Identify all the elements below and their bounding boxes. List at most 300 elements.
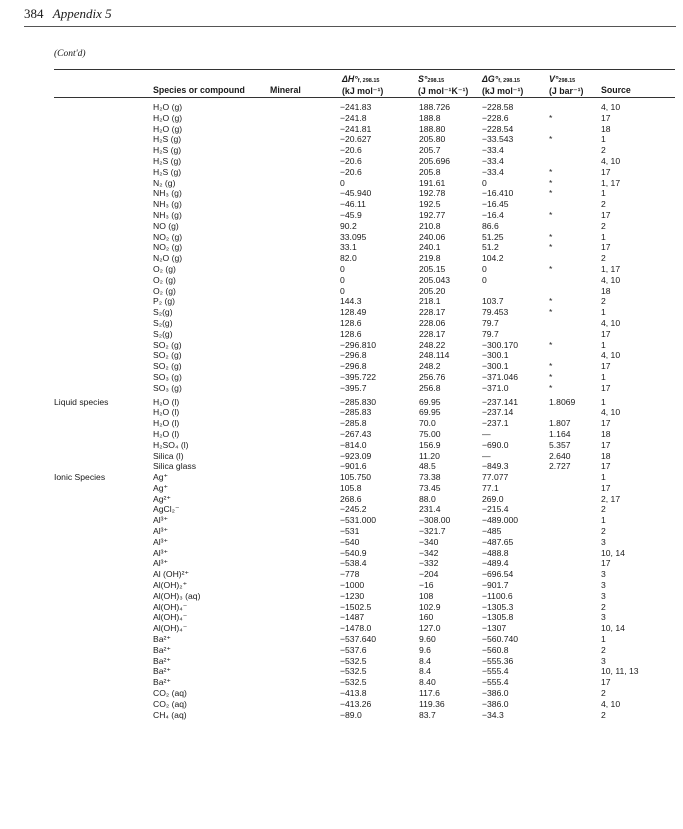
enthalpy-cell: −241.83: [340, 102, 372, 112]
table-top-rule: [54, 69, 675, 70]
species-cell: P₂ (g): [153, 296, 175, 307]
table-row: [0, 472, 683, 483]
source-cell: 17: [601, 166, 611, 177]
gibbs-cell: −690.0: [482, 439, 509, 450]
table-row: [0, 242, 683, 253]
source-cell: 4, 10: [601, 102, 621, 112]
volume-cell: *: [549, 371, 553, 382]
gibbs-cell: −555.4: [482, 666, 509, 677]
entropy-cell: 88.0: [419, 493, 436, 504]
enthalpy-cell: −89.0: [340, 709, 362, 720]
running-head: [24, 6, 112, 22]
enthalpy-cell: −531: [340, 526, 360, 537]
gibbs-cell: −237.14: [482, 407, 514, 418]
species-cell: Ba²⁺: [153, 634, 171, 645]
gibbs-cell: −485: [482, 526, 502, 537]
species-cell: Al (OH)²⁺: [153, 569, 190, 580]
table-row: [0, 515, 683, 526]
enthalpy-cell: 90.2: [340, 220, 357, 231]
species-cell: Al³⁺: [153, 547, 169, 558]
enthalpy-cell: −395.722: [340, 371, 377, 382]
entropy-symbol: S°: [418, 74, 428, 84]
gibbs-unit: (kJ mol⁻¹): [482, 86, 524, 96]
gibbs-cell: 51.2: [482, 242, 499, 253]
table-row: [0, 372, 683, 383]
species-cell: H₂S (g): [153, 155, 182, 166]
volume-column-header: [549, 74, 583, 96]
gibbs-cell: −33.4: [482, 155, 504, 166]
volume-cell: *: [549, 296, 553, 307]
gibbs-cell: 51.25: [482, 231, 504, 242]
entropy-cell: 210.8: [419, 220, 441, 231]
source-cell: 18: [601, 450, 611, 461]
source-cell: 1: [601, 307, 606, 318]
source-cell: 4, 10: [601, 317, 621, 328]
enthalpy-cell: −20.6: [340, 166, 362, 177]
enthalpy-cell: −814.0: [340, 439, 367, 450]
source-cell: 2: [601, 526, 606, 537]
source-cell: 1: [601, 339, 606, 350]
source-cell: 10, 14: [601, 623, 625, 634]
species-cell: Al³⁺: [153, 558, 169, 569]
table-row: [0, 361, 683, 372]
source-cell: 1: [601, 396, 606, 407]
gibbs-cell: 0: [482, 263, 487, 274]
entropy-cell: 219.8: [419, 253, 441, 264]
volume-symbol: V°: [549, 74, 559, 84]
enthalpy-cell: −241.81: [340, 123, 372, 134]
table-row: [0, 397, 683, 408]
enthalpy-cell: −1000: [340, 580, 365, 591]
enthalpy-cell: −540: [340, 536, 360, 547]
entropy-cell: 228.17: [419, 328, 446, 339]
entropy-cell: 9.60: [419, 634, 436, 645]
table-row: [0, 296, 683, 307]
source-cell: 17: [601, 209, 611, 220]
table-row: [0, 580, 683, 591]
entropy-cell: 228.17: [419, 307, 446, 318]
species-cell: H₂O (l): [153, 428, 180, 439]
source-cell: 10, 11, 13: [601, 666, 639, 677]
gibbs-cell: −560.8: [482, 644, 509, 655]
gibbs-cell: −33.4: [482, 166, 504, 177]
species-cell: Al(OH)₄⁻: [153, 612, 188, 623]
gibbs-cell: —: [482, 450, 491, 461]
table-row: [0, 232, 683, 243]
table-row: [0, 134, 683, 145]
source-cell: 2: [601, 199, 606, 210]
source-cell: 1: [601, 515, 606, 526]
gibbs-cell: −371.0: [482, 382, 509, 393]
table-row: [0, 221, 683, 232]
gibbs-cell: −901.7: [482, 580, 509, 591]
enthalpy-cell: 0: [340, 274, 345, 285]
source-cell: 3: [601, 536, 606, 547]
enthalpy-cell: 105.750: [340, 472, 372, 483]
entropy-cell: 192.5: [419, 199, 441, 210]
enthalpy-cell: 128.49: [340, 307, 367, 318]
entropy-cell: 218.1: [419, 296, 441, 307]
table-row: [0, 318, 683, 329]
gibbs-cell: −371.046: [482, 371, 519, 382]
source-column-header: Source: [601, 85, 631, 95]
enthalpy-cell: 105.8: [340, 482, 362, 493]
gibbs-cell: 77.077: [482, 472, 509, 483]
table-header-rule: [54, 97, 675, 98]
table-row: [0, 494, 683, 505]
table-row: [0, 199, 683, 210]
gibbs-cell: −555.4: [482, 677, 509, 688]
enthalpy-symbol: ΔH°: [342, 74, 358, 84]
enthalpy-cell: −532.5: [340, 677, 367, 688]
species-cell: H₂SO₄ (l): [153, 439, 189, 450]
gibbs-cell: 269.0: [482, 493, 504, 504]
enthalpy-cell: −778: [340, 569, 360, 580]
entropy-unit: (J mol⁻¹K⁻¹): [418, 86, 469, 96]
species-cell: H₂S (g): [153, 166, 182, 177]
entropy-cell: 188.80: [419, 123, 446, 134]
gibbs-cell: −16.45: [482, 199, 509, 210]
source-cell: 1, 17: [601, 177, 621, 188]
table-row: [0, 253, 683, 264]
gibbs-cell: −33.543: [482, 134, 514, 145]
enthalpy-cell: −245.2: [340, 504, 367, 515]
entropy-cell: 248.22: [419, 339, 446, 350]
source-cell: 2: [601, 220, 606, 231]
table-row: [0, 340, 683, 351]
table-row: [0, 602, 683, 613]
entropy-cell: 192.77: [419, 209, 446, 220]
species-cell: H₂O (l): [153, 418, 180, 429]
gibbs-cell: 79.453: [482, 307, 509, 318]
species-cell: S₂(g): [153, 328, 173, 339]
continued-label: (Cont'd): [54, 49, 86, 59]
species-cell: Ag⁺: [153, 482, 169, 493]
gibbs-cell: −560.740: [482, 634, 519, 645]
gibbs-cell: −849.3: [482, 461, 509, 472]
table-row: [0, 558, 683, 569]
volume-subscript: 298.15: [558, 78, 576, 84]
enthalpy-cell: −285.8: [340, 418, 367, 429]
source-cell: 4, 10: [601, 407, 621, 418]
enthalpy-cell: −532.5: [340, 666, 367, 677]
table-row: [0, 210, 683, 221]
entropy-cell: 160: [419, 612, 434, 623]
species-cell: Al(OH)₃ (aq): [153, 590, 201, 601]
gibbs-cell: −555.36: [482, 655, 514, 666]
volume-cell: *: [549, 361, 553, 372]
enthalpy-cell: 128.6: [340, 328, 362, 339]
enthalpy-cell: −46.11: [340, 199, 366, 210]
volume-cell: *: [549, 188, 553, 199]
gibbs-cell: 0: [482, 177, 487, 188]
gibbs-cell: −228.6: [482, 112, 509, 123]
table-row: [0, 537, 683, 548]
species-cell: S₂(g): [153, 317, 173, 328]
species-cell: O₂ (g): [153, 285, 176, 296]
species-cell: SO₃ (g): [153, 382, 182, 393]
entropy-cell: 231.4: [419, 504, 441, 515]
enthalpy-cell: −537.6: [340, 644, 367, 655]
table-row: [0, 145, 683, 156]
table-row: [0, 526, 683, 537]
enthalpy-cell: 82.0: [340, 253, 357, 264]
table-row: [0, 102, 683, 113]
entropy-cell: 248.2: [419, 361, 441, 372]
enthalpy-cell: 0: [340, 285, 345, 296]
gibbs-cell: −16.410: [482, 188, 514, 199]
source-cell: 17: [601, 112, 611, 123]
gibbs-symbol: ΔG°: [482, 74, 499, 84]
entropy-cell: 192.78: [419, 188, 446, 199]
volume-cell: 1.8069: [549, 396, 576, 407]
source-cell: 3: [601, 580, 606, 591]
enthalpy-cell: −532.5: [340, 655, 367, 666]
entropy-cell: 117.6: [419, 688, 440, 699]
entropy-cell: 9.6: [419, 644, 431, 655]
enthalpy-cell: 0: [340, 177, 345, 188]
table-row: [0, 286, 683, 297]
entropy-cell: 127.0: [419, 623, 441, 634]
entropy-cell: 240.1: [419, 242, 441, 253]
species-cell: Al(OH)₄⁻: [153, 601, 188, 612]
table-row: [0, 167, 683, 178]
enthalpy-cell: −267.43: [340, 428, 372, 439]
volume-cell: *: [549, 382, 553, 393]
source-cell: 3: [601, 655, 606, 666]
gibbs-cell: 104.2: [482, 253, 504, 264]
gibbs-cell: 0: [482, 274, 487, 285]
source-cell: 1: [601, 134, 606, 145]
table-row: [0, 451, 683, 462]
gibbs-cell: −228.54: [482, 123, 514, 134]
enthalpy-cell: 128.6: [340, 317, 362, 328]
species-cell: O₂ (g): [153, 274, 176, 285]
gibbs-cell: −300.1: [482, 350, 509, 361]
gibbs-cell: −300.170: [482, 339, 519, 350]
species-cell: N₂O (g): [153, 253, 183, 264]
source-cell: 17: [601, 328, 611, 339]
gibbs-cell: −228.58: [482, 102, 514, 112]
table-row: [0, 461, 683, 472]
table-row: [0, 407, 683, 418]
enthalpy-cell: 33.095: [340, 231, 367, 242]
entropy-cell: 248.114: [419, 350, 450, 361]
species-cell: NO₂ (g): [153, 231, 183, 242]
enthalpy-cell: 33.1: [340, 242, 357, 253]
species-cell: H₂O (g): [153, 123, 183, 134]
entropy-cell: −321.7: [419, 526, 446, 537]
species-cell: Ag²⁺: [153, 493, 171, 504]
entropy-cell: 108: [419, 590, 434, 601]
entropy-cell: 205.15: [419, 263, 446, 274]
species-cell: S₂(g): [153, 307, 173, 318]
enthalpy-cell: −285.83: [340, 407, 372, 418]
gibbs-cell: —: [482, 428, 491, 439]
enthalpy-cell: −531.000: [340, 515, 377, 526]
enthalpy-cell: −1478.0: [340, 623, 372, 634]
table-row: [0, 591, 683, 602]
enthalpy-cell: −540.9: [340, 547, 367, 558]
volume-cell: 1.807: [549, 418, 571, 429]
entropy-column-header: [418, 74, 468, 96]
source-cell: 3: [601, 612, 606, 623]
source-cell: 18: [601, 428, 611, 439]
enthalpy-cell: 268.6: [340, 493, 362, 504]
source-cell: 2: [601, 504, 606, 515]
volume-cell: 2.727: [549, 461, 571, 472]
entropy-cell: 8.4: [419, 666, 431, 677]
gibbs-cell: −488.8: [482, 547, 509, 558]
enthalpy-cell: −395.7: [340, 382, 367, 393]
source-cell: 17: [601, 361, 611, 372]
species-cell: CO₂ (aq): [153, 688, 187, 699]
entropy-cell: 83.7: [419, 709, 436, 720]
gibbs-cell: −1100.6: [482, 590, 513, 601]
entropy-cell: −204: [419, 569, 439, 580]
source-cell: 2, 17: [601, 493, 621, 504]
source-cell: 1: [601, 371, 606, 382]
table-row: [0, 350, 683, 361]
gibbs-cell: −237.141: [482, 396, 519, 407]
species-cell: Silica glass: [153, 461, 196, 472]
species-cell: Ba²⁺: [153, 655, 171, 666]
species-cell: Ba²⁺: [153, 666, 171, 677]
source-cell: 1: [601, 231, 606, 242]
entropy-cell: 70.0: [419, 418, 436, 429]
species-cell: Al(OH)₂⁺: [153, 580, 188, 591]
gibbs-cell: 103.7: [482, 296, 504, 307]
enthalpy-cell: −537.640: [340, 634, 377, 645]
table-row: [0, 677, 683, 688]
species-cell: SO₃ (g): [153, 371, 182, 382]
volume-cell: *: [549, 209, 553, 220]
enthalpy-cell: −296.810: [340, 339, 377, 350]
enthalpy-subscript: f, 298.15: [357, 78, 380, 84]
group-label: Liquid species: [54, 396, 109, 407]
enthalpy-cell: −923.09: [340, 450, 372, 461]
species-cell: Ag⁺: [153, 472, 169, 483]
source-cell: 1: [601, 188, 606, 199]
entropy-cell: 8.4: [419, 655, 431, 666]
appendix-title: Appendix 5: [52, 6, 112, 21]
species-cell: H₂O (l): [153, 396, 180, 407]
source-cell: 2: [601, 145, 606, 156]
species-cell: NH₃ (g): [153, 209, 182, 220]
table-row: [0, 429, 683, 440]
enthalpy-cell: −45.9: [340, 209, 362, 220]
volume-cell: *: [549, 339, 553, 350]
species-cell: H₂O (g): [153, 112, 183, 123]
entropy-cell: −16: [419, 580, 434, 591]
volume-cell: 1.164: [549, 428, 571, 439]
volume-cell: *: [549, 242, 553, 253]
gibbs-cell: −300.1: [482, 361, 509, 372]
enthalpy-cell: −538.4: [340, 558, 367, 569]
entropy-cell: 191.61: [419, 177, 446, 188]
source-cell: 2: [601, 296, 606, 307]
table-row: [0, 178, 683, 189]
enthalpy-cell: −296.8: [340, 350, 367, 361]
species-cell: Al³⁺: [153, 515, 169, 526]
entropy-cell: 73.45: [419, 482, 441, 493]
table-row: [0, 504, 683, 515]
entropy-cell: 205.696: [419, 155, 451, 166]
table-row: [0, 548, 683, 559]
gibbs-cell: −1305.8: [482, 612, 514, 623]
entropy-cell: 240.06: [419, 231, 446, 242]
source-cell: 17: [601, 461, 611, 472]
species-cell: Al³⁺: [153, 536, 169, 547]
gibbs-cell: −33.4: [482, 145, 504, 156]
table-row: [0, 666, 683, 677]
source-cell: 1: [601, 634, 606, 645]
table-row: [0, 483, 683, 494]
entropy-cell: 8.40: [419, 677, 436, 688]
species-cell: CH₄ (aq): [153, 709, 187, 720]
enthalpy-cell: −413.26: [340, 698, 372, 709]
gibbs-cell: −1307: [482, 623, 507, 634]
table-row: [0, 569, 683, 580]
entropy-cell: 205.8: [419, 166, 441, 177]
entropy-cell: 75.00: [419, 428, 441, 439]
entropy-cell: 256.76: [419, 371, 446, 382]
entropy-cell: 11.20: [419, 450, 440, 461]
gibbs-cell: −215.4: [482, 504, 509, 515]
species-cell: O₂ (g): [153, 263, 176, 274]
mineral-column-header: Mineral: [270, 85, 301, 95]
enthalpy-cell: −1502.5: [340, 601, 372, 612]
enthalpy-cell: −1230: [340, 590, 365, 601]
enthalpy-cell: −45.940: [340, 188, 372, 199]
enthalpy-cell: 144.3: [340, 296, 362, 307]
species-cell: NO₂ (g): [153, 242, 183, 253]
source-cell: 4, 10: [601, 698, 621, 709]
species-cell: NO (g): [153, 220, 179, 231]
gibbs-column-header: [482, 74, 523, 96]
page-number: 384: [24, 6, 44, 21]
entropy-cell: 256.8: [419, 382, 441, 393]
table-row: [0, 710, 683, 721]
gibbs-cell: 79.7: [482, 328, 499, 339]
entropy-cell: −342: [419, 547, 439, 558]
species-cell: H₂S (g): [153, 145, 182, 156]
volume-cell: *: [549, 134, 553, 145]
table-row: [0, 275, 683, 286]
entropy-cell: −332: [419, 558, 439, 569]
species-cell: CO₂ (aq): [153, 698, 187, 709]
source-cell: 4, 10: [601, 350, 621, 361]
species-cell: NH₃ (g): [153, 199, 182, 210]
volume-cell: *: [549, 231, 553, 242]
entropy-cell: 205.043: [419, 274, 451, 285]
source-cell: 17: [601, 439, 611, 450]
enthalpy-cell: −901.6: [340, 461, 367, 472]
table-row: [0, 440, 683, 451]
species-cell: AgCl₂⁻: [153, 504, 180, 515]
species-cell: H₂O (l): [153, 407, 180, 418]
source-cell: 17: [601, 418, 611, 429]
entropy-cell: 188.726: [419, 102, 451, 112]
enthalpy-cell: −1487: [340, 612, 365, 623]
entropy-cell: 156.9: [419, 439, 441, 450]
table-row: [0, 383, 683, 394]
source-cell: 2: [601, 253, 606, 264]
enthalpy-cell: −413.8: [340, 688, 367, 699]
gibbs-cell: −487.65: [482, 536, 514, 547]
volume-cell: *: [549, 307, 553, 318]
enthalpy-column-header: [342, 74, 383, 96]
